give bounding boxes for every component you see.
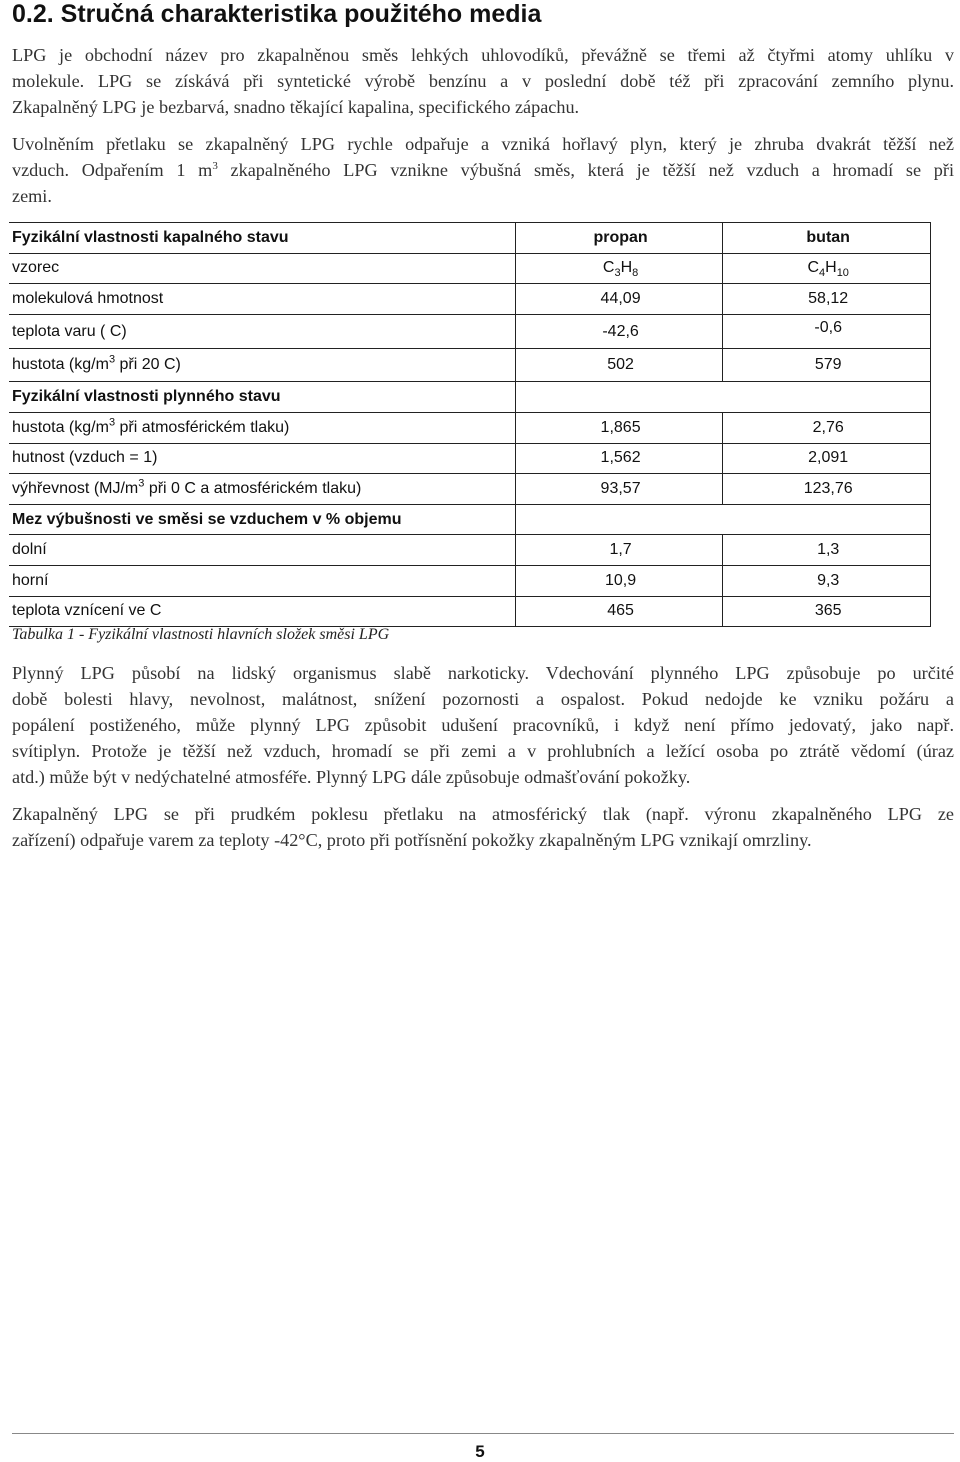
table-cell: Fyzikální vlastnosti kapalného stavu [9,223,515,254]
table-cell: 465 [515,596,723,627]
paragraph-line: zařízení) odpařuje varem za teploty -42°C, proto při potřísnění pokožky zkapalněným LPG vznikají omrzliny. [12,830,812,850]
table-section-row [9,504,931,535]
table-cell: 44,09 [515,284,723,315]
text-run: při 0 C a atmosférickém tlaku) [144,479,362,497]
table-cell: 365 [723,596,931,627]
table-cell: -42,6 [515,314,723,349]
paragraph-line: době bolesti hlavy, nevolnost, malátnost, snížení pozornosti a ospalost. Pokud nedojde ke vzniku požáru a [12,689,954,709]
text-run: zkapalněného LPG vznikne výbušná směs, která je těžší než vzduch a hromadí se při [217,160,955,180]
footer-divider [12,1433,954,1434]
table-row [9,565,931,596]
paragraph-line: LPG je obchodní název pro zkapalněnou směs lehkých uhlovodíků, převážně se třemi až čtyřmi atomy uhlíku v [12,45,954,65]
table-cell: 579 [723,349,931,382]
table-cell [9,412,515,443]
text-run: hustota (kg/m [12,356,109,374]
table-cell: 10,9 [515,565,723,596]
table-cell: hutnost (vzduch = 1) [9,443,515,474]
paragraph-line: Zkapalněný LPG se při prudkém poklesu přetlaku na atmosférický tlak (např. výronu zkapalněného LPG ze [12,804,954,824]
table-cell [9,474,515,505]
text-run: hustota (kg/m [12,418,109,436]
paragraph-line: popálení postiženého, může plynný LPG způsobit udušení pracovníků, i když není přímo jedovatý, jako např. [12,715,954,735]
paragraph-frostbite [12,801,954,853]
table-cell: teplota vznícení ve C [9,596,515,627]
table-cell: 1,865 [515,412,723,443]
table-cell: vzorec [9,253,515,284]
table-row [9,443,931,474]
table-cell-empty [515,504,930,535]
table-cell: teplota varu ( C) [9,314,515,349]
table-cell: 2,091 [723,443,931,474]
table-cell: molekulová hmotnost [9,284,515,315]
table-cell: 2,76 [723,412,931,443]
superscript: 3 [212,159,218,172]
table-section-label: Mez výbušnosti ve směsi se vzduchem v % objemu [9,504,515,535]
table-cell: 502 [515,349,723,382]
superscript: 3 [108,354,116,367]
table-caption: Tabulka 1 - Fyzikální vlastnosti hlavních složek směsi LPG [12,626,390,643]
properties-table [9,222,931,627]
paragraph-line: zemi. [12,186,52,206]
paragraph-line: atd.) může být v nedýchatelné atmosféře. Plynný LPG dále způsobuje odmašťování pokožky. [12,767,691,787]
table-cell: butan [723,223,931,254]
formula-part: H [825,259,837,277]
formula-part: C [602,259,615,277]
formula-cell [723,253,931,284]
table-cell: 9,3 [723,565,931,596]
text-run: výhřevnost (MJ/m [12,479,139,497]
formula-part: H [620,259,633,277]
paragraph-evaporation [12,131,954,209]
table-header-row [9,223,931,254]
paragraph-line: Zkapalněný LPG je bezbarvá, snadno těkající kapalina, specifického zápachu. [12,97,580,117]
table-cell: horní [9,565,515,596]
table-cell: dolní [9,535,515,566]
formula-cell [515,253,723,284]
paragraph-line: molekule. LPG se získává při syntetické výrobě benzínu a v poslední době též při zpracování zemního plynu. [12,71,954,91]
paragraph-line [12,157,954,183]
paragraph-health-effects [12,660,954,790]
section-heading: 0.2. Stručná charakteristika použitého media [12,0,542,28]
table-cell: 58,12 [723,284,931,315]
page-number: 5 [475,1442,485,1461]
table-cell [9,349,515,382]
paragraph-line: svítiplyn. Protože je těžší než vzduch, hromadí se při zemi a v prohlubních a ležící osoba po ztrátě vědomí (úraz [12,741,954,761]
table-cell: 1,3 [723,535,931,566]
formula-part: C [807,259,819,277]
paragraph-lpg-definition [12,42,954,120]
subscript: 10 [836,267,849,280]
table-section-row [9,382,931,413]
table-row [9,412,931,443]
table-cell: propan [515,223,723,254]
paragraph-line: Plynný LPG působí na lidský organismus slabě narkoticky. Vdechování plynného LPG způsobuje po určité [12,663,954,683]
table-cell: 123,76 [723,474,931,505]
table-row [9,314,931,349]
paragraph-line: Uvolněním přetlaku se zkapalněný LPG rychle odpařuje a vzniká hořlavý plyn, který je zhruba dvakrát těžší než [12,134,954,154]
table-row [9,253,931,284]
table-row [9,474,931,505]
subscript: 8 [632,267,639,280]
superscript: 3 [108,416,116,429]
table-row [9,535,931,566]
subscript: 3 [614,267,621,280]
table-cell-empty [515,382,930,413]
table-cell: 1,562 [515,443,723,474]
table-section-label: Fyzikální vlastnosti plynného stavu [9,382,515,413]
table-cell: 93,57 [515,474,723,505]
table-row [9,349,931,382]
table-row [9,284,931,315]
subscript: 4 [819,267,826,280]
table-cell: -0,6 [723,314,931,349]
superscript: 3 [138,477,145,490]
text-run: při 20 C) [115,356,181,374]
text-run: vzduch. Odpařením 1 m [12,160,213,180]
table-cell: 1,7 [515,535,723,566]
text-run: při atmosférickém tlaku) [115,418,290,436]
